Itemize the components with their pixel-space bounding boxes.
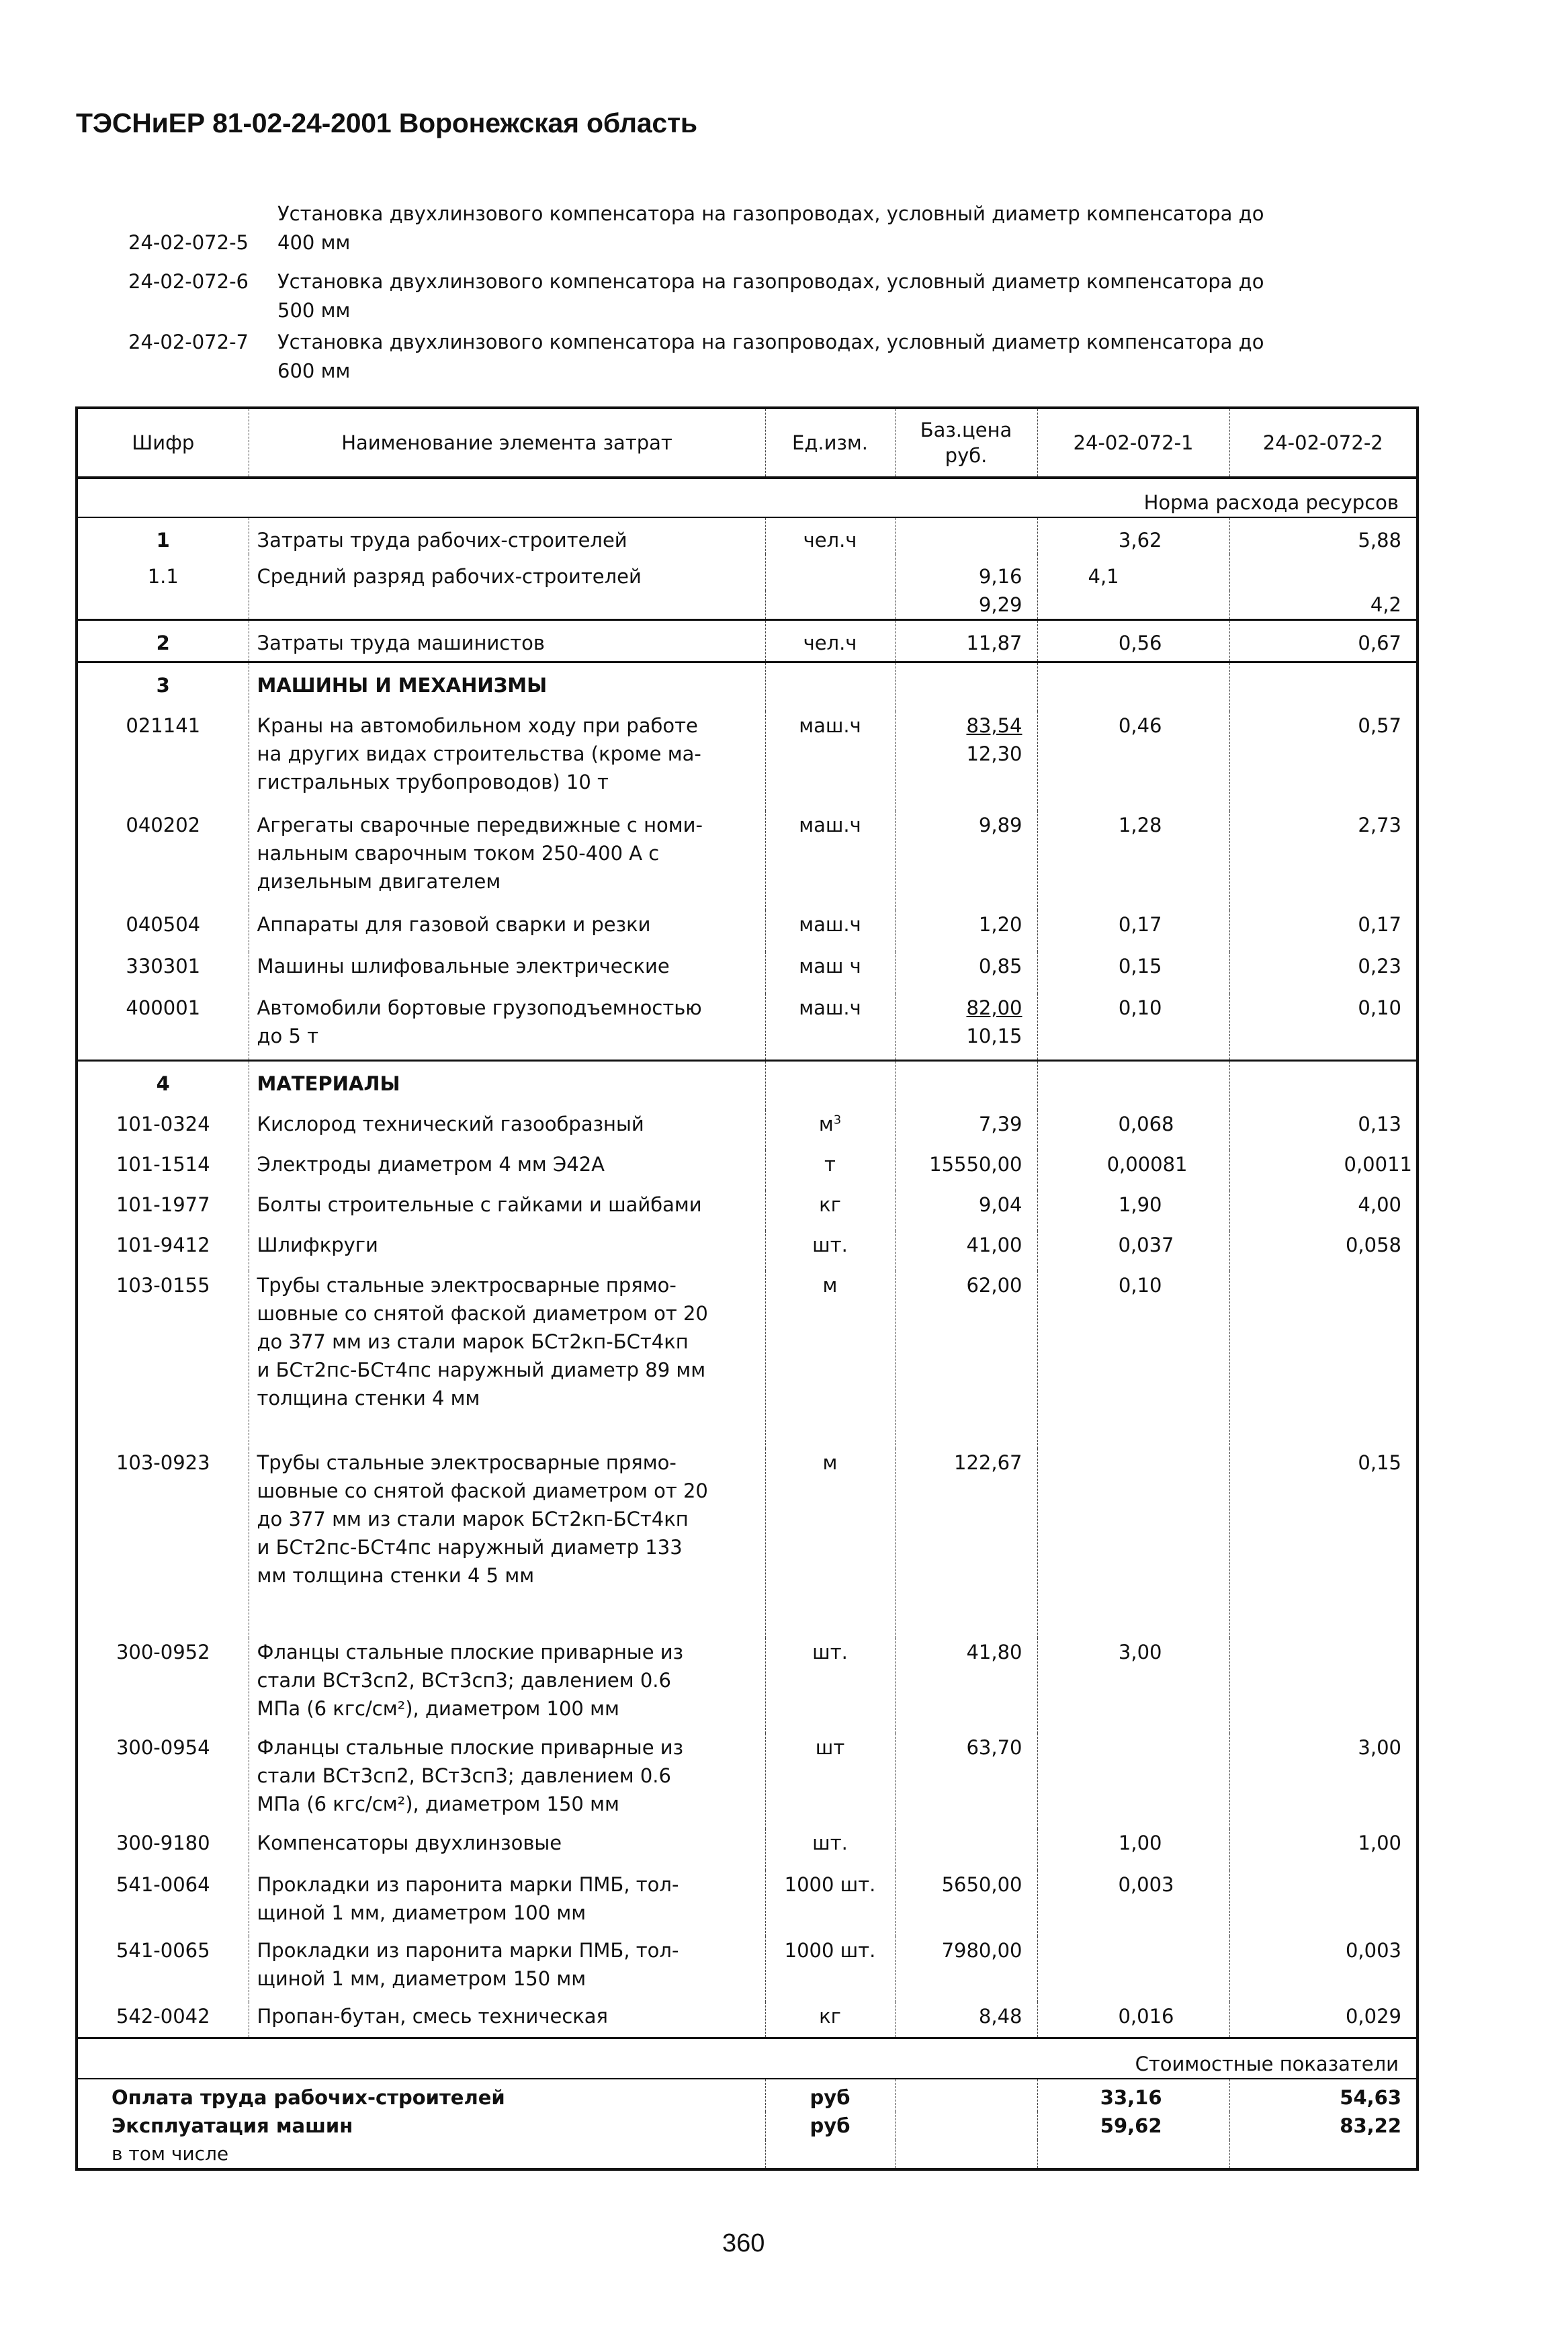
- table-row: 021141 Краны на автомобильном ходу при работе на других видах строительства (кроме ма- гистральных трубопроводов) 10 т маш.ч 83,54 12,30 0,46 0,57: [78, 711, 1416, 811]
- table-row: 300-0954 Фланцы стальные плоские приварные из стали ВСт3сп2, ВСт3сп3; давлением 0.6 МПа (6 кгс/см²), диаметром 150 мм шт 63,70 3,00: [78, 1733, 1416, 1829]
- intro-code: 24-02-072-7: [128, 331, 249, 353]
- table-row: 040504 Аппараты для газовой сварки и резки маш.ч 1,20 0,17 0,17: [78, 910, 1416, 952]
- section-header-row: 3 МАШИНЫ И МЕХАНИЗМЫ: [78, 662, 1416, 712]
- section-header-row: 4 МАТЕРИАЛЫ: [78, 1061, 1416, 1111]
- table-row: 1.1 Средний разряд рабочих-строителей 9,16 4,1: [78, 554, 1416, 591]
- table-row: 400001 Автомобили бортовые грузоподъемностью до 5 т маш.ч 82,00 10,15 0,10 0,10: [78, 994, 1416, 1061]
- table-row: 300-0952 Фланцы стальные плоские приварные из стали ВСт3сп2, ВСт3сп3; давлением 0.6 МПа (6 кгс/см²), диаметром 100 мм шт. 41,80 3,00: [78, 1638, 1416, 1733]
- table-row: 1 Затраты труда рабочих-строителей чел.ч 3,62 5,88: [78, 517, 1416, 554]
- table-row: 101-1977 Болты строительные с гайками и шайбами кг 9,04 1,90 4,00: [78, 1191, 1416, 1231]
- summary-note-row: в том числе: [78, 2140, 1416, 2168]
- table-row: 040202 Агрегаты сварочные передвижные с номи- нальным сварочным током 250-400 А с дизельным двигателем маш.ч 9,89 1,28 2,73: [78, 811, 1416, 910]
- intro-desc: Установка двухлинзового компенсатора на газопроводах, условный диаметр компенсатора до 500 мм: [277, 270, 1264, 322]
- table-row: 300-9180 Компенсаторы двухлинзовые шт. 1,00 1,00: [78, 1829, 1416, 1870]
- table-row: 330301 Машины шлифовальные электрические маш ч 0,85 0,15 0,23: [78, 952, 1416, 994]
- page-number: 360: [722, 2229, 765, 2257]
- intro-code: 24-02-072-5: [128, 231, 249, 254]
- table-row: 541-0064 Прокладки из паронита марки ПМБ, тол- щиной 1 мм, диаметром 100 мм 1000 шт. 5650,00 0,003: [78, 1870, 1416, 1936]
- norm-label-row: [78, 478, 1416, 517]
- table-row: 9,29 4,2: [78, 591, 1416, 620]
- header-col2: 24-02-072-2: [1229, 409, 1416, 478]
- summary-row: Оплата труда рабочих-строителей руб 33,16 54,63: [78, 2079, 1416, 2112]
- table-row: 103-0155 Трубы стальные электросварные прямо- шовные со снятой фаской диаметром от 20 до 377 мм из стали марок БСт2кп-БСт4кп и БСт2пс-БСт4пс наружный диаметр 89 мм толщина стенки 4 мм м 62,00 0,10: [78, 1271, 1416, 1449]
- header-price: Баз.цена руб.: [895, 409, 1037, 478]
- header-col1: 24-02-072-1: [1037, 409, 1229, 478]
- summary-row: Эксплуатация машин руб 59,62 83,22: [78, 2112, 1416, 2140]
- table-row: 2 Затраты труда машинистов чел.ч 11,87 0,56 0,67: [78, 620, 1416, 662]
- table-row: 541-0065 Прокладки из паронита марки ПМБ, тол- щиной 1 мм, диаметром 150 мм 1000 шт. 7980,00 0,003: [78, 1936, 1416, 2002]
- intro-desc: Установка двухлинзового компенсатора на газопроводах, условный диаметр компенсатора до 600 мм: [277, 331, 1264, 382]
- cost-label-row: [78, 2038, 1416, 2079]
- document-title: ТЭСНиЕР 81-02-24-2001 Воронежская область: [76, 107, 697, 138]
- table-row: 101-0324 Кислород технический газообразный $м^3$ 7,39 0,068 0,13: [78, 1110, 1416, 1150]
- intro-desc: Установка двухлинзового компенсатора на газопроводах, условный диаметр компенсатора до 400 мм: [277, 202, 1264, 254]
- table-header-row: [78, 409, 1416, 478]
- intro-code: 24-02-072-6: [128, 270, 249, 293]
- header-unit: Ед.изм.: [765, 409, 895, 478]
- table-row: 103-0923 Трубы стальные электросварные прямо- шовные со снятой фаской диаметром от 20 до 377 мм из стали марок БСт2кп-БСт4кп и БСт2пс-БСт4пс наружный диаметр 133 мм толщина стенки 4 5 мм м 122,67 0,15: [78, 1449, 1416, 1638]
- header-name: Наименование элемента затрат: [249, 409, 765, 478]
- norm-label: Норма расхода ресурсов: [78, 478, 1416, 517]
- cost-label: Стоимостные показатели: [78, 2038, 1416, 2079]
- header-code: Шифр: [78, 409, 249, 478]
- resource-table: [75, 406, 1419, 2171]
- table-row: 101-1514 Электроды диаметром 4 мм Э42А т 15550,00 0,00081 0,0011: [78, 1150, 1416, 1191]
- table-row: 542-0042 Пропан-бутан, смесь техническая кг 8,48 0,016 0,029: [78, 2002, 1416, 2038]
- table-row: 101-9412 Шлифкруги шт. 41,00 0,037 0,058: [78, 1231, 1416, 1271]
